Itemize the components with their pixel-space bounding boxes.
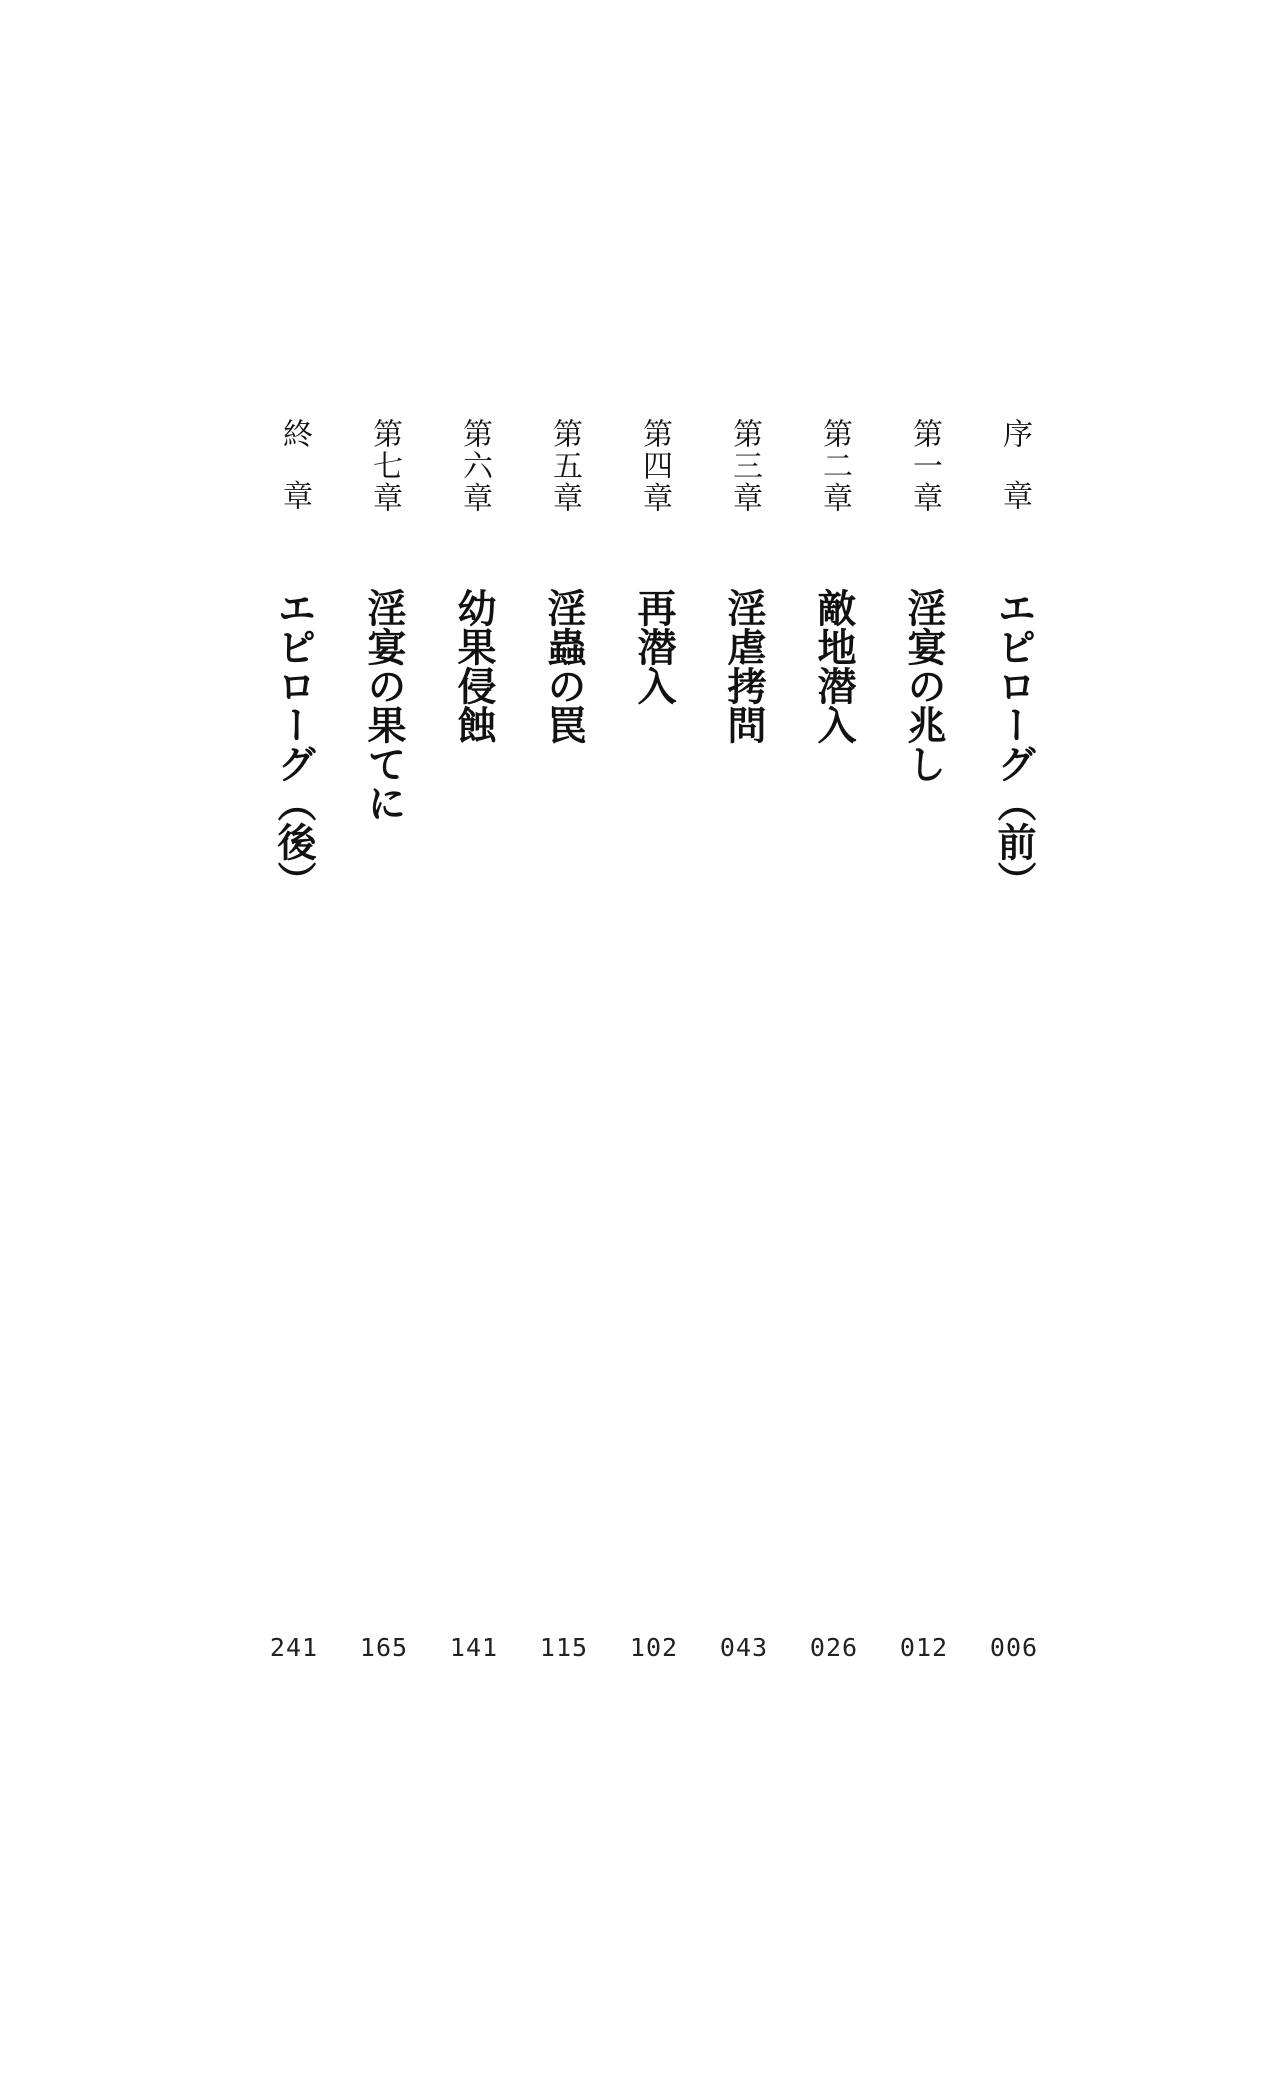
chapter-title: 淫宴の兆し bbox=[901, 588, 947, 783]
chapter-page-number: 102 bbox=[629, 1633, 679, 1662]
chapter-title: エピローグ（前） bbox=[991, 588, 1037, 900]
chapter-page-number: 165 bbox=[359, 1633, 409, 1662]
toc-entry-chapter-4[interactable] bbox=[622, 418, 686, 1678]
toc-entry-chapter-1[interactable] bbox=[892, 418, 956, 1678]
chapter-label: 第一章 bbox=[907, 418, 942, 514]
chapter-title: 淫宴の果てに bbox=[361, 588, 407, 822]
chapter-page-number: 241 bbox=[269, 1633, 319, 1662]
chapter-title: 幼果侵蝕 bbox=[451, 588, 497, 744]
chapter-page-number: 141 bbox=[449, 1633, 499, 1662]
chapter-page-number: 115 bbox=[539, 1633, 589, 1662]
chapter-label: 第六章 bbox=[457, 418, 492, 514]
chapter-label: 第七章 bbox=[367, 418, 402, 514]
chapter-page-number: 026 bbox=[809, 1633, 859, 1662]
toc-entry-chapter-6[interactable] bbox=[442, 418, 506, 1678]
chapter-label: 第五章 bbox=[547, 418, 582, 514]
toc-entry-chapter-5[interactable] bbox=[532, 418, 596, 1678]
chapter-title: エピローグ（後） bbox=[271, 588, 317, 900]
chapter-label: 終章 bbox=[277, 418, 312, 542]
chapter-title: 敵地潜入 bbox=[811, 588, 857, 744]
toc-entry-chapter-2[interactable] bbox=[802, 418, 866, 1678]
chapter-page-number: 006 bbox=[989, 1633, 1039, 1662]
chapter-page-number: 012 bbox=[899, 1633, 949, 1662]
toc-entry-chapter-7[interactable] bbox=[352, 418, 416, 1678]
toc-entry-prologue[interactable] bbox=[982, 418, 1046, 1678]
chapter-page-number: 043 bbox=[719, 1633, 769, 1662]
chapter-title: 再潜入 bbox=[631, 588, 677, 705]
chapter-label: 序章 bbox=[997, 418, 1032, 542]
chapter-label: 第二章 bbox=[817, 418, 852, 514]
chapter-title: 淫蟲の罠 bbox=[541, 588, 587, 744]
chapter-label: 第三章 bbox=[727, 418, 762, 514]
toc-entry-chapter-3[interactable] bbox=[712, 418, 776, 1678]
chapter-label: 第四章 bbox=[637, 418, 672, 514]
chapter-title: 淫虐拷問 bbox=[721, 588, 767, 744]
toc-entry-epilogue[interactable] bbox=[262, 418, 326, 1678]
